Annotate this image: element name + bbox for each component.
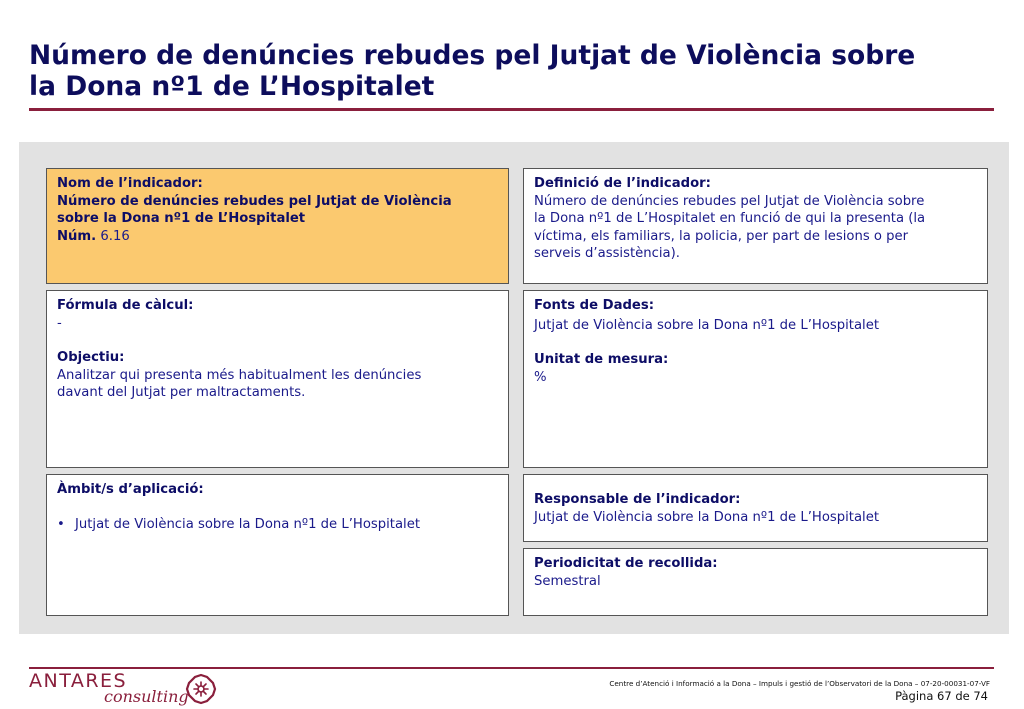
definition-label: Definició de l’indicador: xyxy=(534,176,711,191)
responsible-value: Jutjat de Violència sobre la Dona nº1 de L’Hospitalet xyxy=(534,509,879,525)
indicator-number-label: Núm. xyxy=(57,228,97,244)
footer-document-reference: Centre d’Atenció i Informació a la Dona – Impuls i gestió de l’Observatori de la Dona – 07-20-00031-07-VF xyxy=(609,679,990,688)
definition-line4: serveis d’assistència). xyxy=(534,246,680,261)
definition-line2: la Dona nº1 de L’Hospitalet en funció de qui la presenta (la xyxy=(534,211,926,226)
sources-label: Fonts de Dades: xyxy=(534,298,654,313)
indicator-number-value: 6.16 xyxy=(100,228,130,244)
page-number: Pàgina 67 de 74 xyxy=(895,689,988,703)
sources-value: Jutjat de Violència sobre la Dona nº1 de L’Hospitalet xyxy=(534,317,879,333)
definition-line3: víctima, els familiars, la policia, per part de lesions o per xyxy=(534,228,909,244)
periodicity-box xyxy=(523,548,988,616)
responsible-box xyxy=(523,474,988,542)
scope-item-text: Jutjat de Violència sobre la Dona nº1 de L’Hospitalet xyxy=(75,516,420,532)
objective-label: Objectiu: xyxy=(57,350,125,365)
scope-list-item xyxy=(57,516,498,534)
footer-divider xyxy=(29,667,994,669)
page-title-line1: Número de denúncies rebudes pel Jutjat de Violència sobre xyxy=(29,40,916,71)
scope-box xyxy=(46,474,509,616)
formula-box xyxy=(46,290,509,468)
brand-logo-text: ANTARES xyxy=(29,670,128,692)
scope-label: Àmbit/s d’aplicació: xyxy=(57,482,204,497)
unit-label: Unitat de mesura: xyxy=(534,352,669,367)
responsible-label: Responsable de l’indicador: xyxy=(534,492,741,507)
page-title xyxy=(29,40,1009,102)
page-title-line2: la Dona nº1 de L’Hospitalet xyxy=(29,71,435,102)
objective-line2: davant del Jutjat per maltractaments. xyxy=(57,385,306,400)
objective-line1: Analitzar qui presenta més habitualment les denúncies xyxy=(57,367,422,383)
definition-line1: Número de denúncies rebudes pel Jutjat de Violència sobre xyxy=(534,193,925,209)
indicator-name-label: Nom de l’indicador: xyxy=(57,176,203,191)
definition-box xyxy=(523,168,988,284)
indicator-number xyxy=(57,228,498,246)
bullet-icon: • xyxy=(57,516,65,532)
title-divider xyxy=(29,108,994,111)
unit-value: % xyxy=(534,369,547,385)
sources-box xyxy=(523,290,988,468)
formula-label: Fórmula de càlcul: xyxy=(57,298,194,313)
indicator-name-line2: sobre la Dona nº1 de L’Hospitalet xyxy=(57,211,306,226)
brand-logo-icon xyxy=(185,673,217,705)
periodicity-label: Periodicitat de recollida: xyxy=(534,556,718,571)
formula-value: - xyxy=(57,315,62,331)
brand-logo-subtext: consulting xyxy=(104,687,189,706)
periodicity-value: Semestral xyxy=(534,573,601,589)
indicator-name-box xyxy=(46,168,509,284)
indicator-name-line1: Número de denúncies rebudes pel Jutjat de Violència xyxy=(57,193,452,209)
